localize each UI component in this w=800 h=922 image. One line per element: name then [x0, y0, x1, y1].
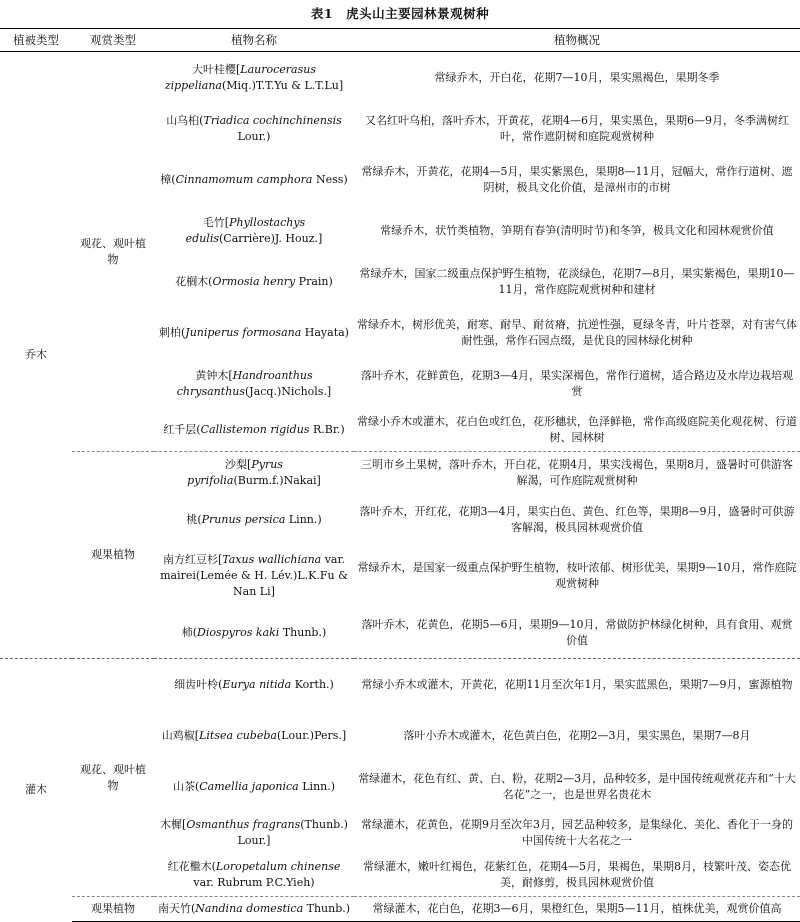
plant-description: 常绿小乔木或灌木，开黄花，花期11月至次年1月，果实蓝黑色，果期7—9月，蜜源植物	[354, 659, 800, 711]
plant-description: 常绿灌木，花黄色，花期9月至次年3月，园艺品种较多，是集绿化、美化、香化于一身的中国传统十大名花之一	[361, 818, 793, 847]
subgroup-fruit: 观果植物	[72, 452, 154, 659]
plant-description: 落叶乔木，花黄色，花期5—6月，果期9—10月，常做防护林绿化树种，具有食用、观赏价值	[361, 617, 793, 647]
subgroup-foliage: 观花、观叶植物	[72, 659, 154, 897]
plant-description: 落叶乔木，开红花，花期3—4月，果实白色、黄色、红色等，果期8—9月，盛暑时可供游客解渴，极具园林观赏价值	[359, 504, 795, 534]
plant-name: 沙梨[Pyrus pyrifolia(Burm.f.)Nakai]	[154, 452, 354, 495]
header-plant-overview: 植物概况	[354, 29, 800, 52]
plant-description: 常绿乔木，状竹类植物，笋期有春笋(清明时节)和冬笋，极具文化和园林观赏价值	[380, 223, 774, 237]
table-row	[0, 52, 800, 104]
subgroup-foliage: 观花、观叶植物	[80, 236, 146, 266]
plant-name: 南方红豆杉[Taxus wallichiana var. mairei(Lemée & H. Lév.)L.K.Fu & Nan Li]	[160, 553, 348, 598]
group-shrub: 灌木	[0, 659, 72, 922]
table-row	[0, 659, 800, 711]
plant-description: 常绿乔木，开黄花，花期4—5月，果实紫黑色，果期8—11月，冠幅大，常作行道树、遮阴树，极具文化价值，是漳州市的市树	[361, 164, 793, 194]
plant-description: 落叶乔木，花鲜黄色，花期3—4月，果实深褐色，常作行道树，适合路边及水岸边栽培观赏	[361, 368, 793, 398]
header-row	[0, 29, 800, 52]
plant-name: 黄钟木[Handroanthus chrysanthus(Jacq.)Nichols.]	[176, 368, 332, 398]
plant-description: 常绿乔木，树形优美，耐寒、耐旱、耐贫瘠，抗逆性强，夏绿冬青，叶片苍翠，对有害气体耐性强，常作石园点缀，是优良的园林绿化树种	[357, 317, 797, 347]
plant-description: 常绿乔木，开白花，花期7—10月，果实黑褐色，果期冬季	[434, 70, 720, 84]
header-plant-name: 植物名称	[154, 29, 354, 52]
plant-description: 常绿乔木，是国家一级重点保护野生植物，枝叶浓郁、树形优美，果期9—10月，常作庭院观赏树种	[357, 561, 797, 590]
tree-species-table	[0, 28, 800, 922]
plant-description: 常绿小乔木或灌木，花白色或红色，花形穗状，色泽鲜艳，常作高级庭院美化观花树、行道树、园林树	[357, 415, 797, 444]
plant-name: 细齿叶柃(Eurya nitida Korth.)	[154, 659, 354, 711]
table-row	[0, 452, 800, 495]
plant-description: 常绿灌木，嫩叶红褐色，花紫红色，花期4—5月，果褐色，果期8月，枝繁叶茂、姿态优美，耐修剪，极具园林观赏价值	[363, 860, 791, 889]
plant-name: 大叶桂樱[Laurocerasus zippeliana(Miq.)T.T.Yu & L.T.Lu]	[164, 62, 344, 92]
plant-name: 桃(Prunus persica Linn.)	[186, 512, 322, 526]
table-title: 表1 虎头山主要园林景观树种	[310, 6, 490, 21]
plant-name: 山鸡椒[Litsea cubeba(Lour.)Pers.]	[161, 728, 347, 742]
plant-name: 山乌桕(Triadica cochinchinensis Lour.)	[166, 113, 342, 143]
subgroup-fruit: 观果植物	[72, 897, 154, 922]
table-row	[0, 897, 800, 922]
plant-name: 刺柏(Juniperus formosana Hayata)	[159, 325, 349, 339]
plant-description: 三明市乡土果树，落叶乔木，开白花，花期4月，果实浅褐色，果期8月，盛暑时可供游客解渴，可作庭院观赏树种	[354, 452, 800, 495]
plant-name: 毛竹[Phyllostachys edulis(Carrière)J. Houz.]	[185, 215, 323, 245]
plant-name: 花榈木(Ormosia henry Prain)	[175, 274, 333, 288]
plant-description: 落叶小乔木或灌木，花色黄白色，花期2—3月，果实黑色，果期7—8月	[403, 728, 751, 742]
plant-description: 常绿灌木，花色有红、黄、白、粉，花期2—3月，品种较多，是中国传统观赏花卉和“十大名花”之一，也是世界名贵花木	[358, 771, 796, 801]
plant-description: 常绿乔木，国家二级重点保护野生植物，花淡绿色，花期7—8月，果实紫褐色，果期10—11月，常作庭院观赏树种和建材	[359, 266, 795, 296]
header-vegetation-type: 植被类型	[0, 29, 72, 52]
plant-name: 红花檵木(Loropetalum chinense var. Rubrum P.C.Yieh)	[167, 860, 341, 889]
plant-name: 柿(Diospyros kaki Thunb.)	[181, 625, 327, 639]
plant-name: 樟(Cinnamomum camphora Ness)	[160, 172, 348, 186]
group-tree: 乔木	[25, 348, 47, 361]
plant-name: 红千层(Callistemon rigidus R.Br.)	[163, 423, 345, 436]
plant-name: 山茶(Camellia japonica Linn.)	[172, 779, 336, 793]
plant-name: 南天竹(Nandina domestica Thunb.)	[154, 897, 354, 922]
plant-description: 常绿灌木，花白色，花期3—6月，果橙红色，果期5—11月，植株优美，观赏价值高	[354, 897, 800, 922]
header-ornamental-type: 观赏类型	[72, 29, 154, 52]
plant-name: 木樨[Osmanthus fragrans(Thunb.) Lour.]	[160, 818, 348, 847]
plant-description: 又名红叶乌桕，落叶乔木，开黄花，花期4—6月，果实黑色，果期6—9月，冬季满树红叶，常作遮阴树和庭院观赏树种	[365, 113, 789, 143]
